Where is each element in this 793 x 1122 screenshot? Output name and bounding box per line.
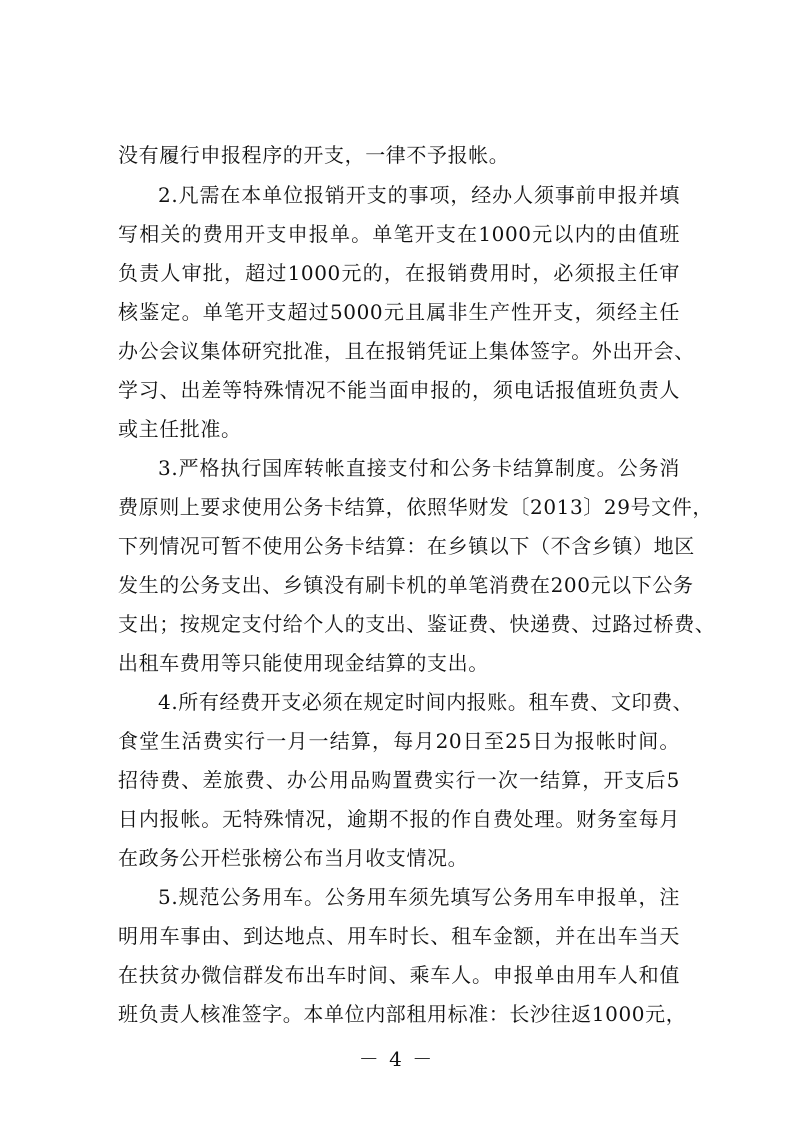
text-line: 在扶贫办微信群发布出车时间、乘车人。申报单由用车人和值 (118, 963, 680, 987)
text-line: 负责人审批，超过1000元的，在报销费用时，必须报主任审 (118, 261, 680, 285)
text-line: 班负责人核准签字。本单位内部租用标准：长沙往返1000元， (118, 1002, 687, 1026)
text-line: 出租车费用等只能使用现金结算的支出。 (118, 651, 489, 675)
text-line: 核鉴定。单笔开支超过5000元且属非生产性开支，须经主任 (118, 300, 680, 324)
text-line: 写相关的费用开支申报单。单笔开支在1000元以内的由值班 (118, 222, 680, 246)
text-line: 发生的公务支出、乡镇没有刷卡机的单笔消费在200元以下公务 (118, 573, 694, 597)
text-line: 学习、出差等特殊情况不能当面申报的，须电话报值班负责人 (118, 378, 680, 402)
text-line: 没有履行申报程序的开支，一律不予报帐。 (118, 143, 510, 167)
text-line: 明用车事由、到达地点、用车时长、租车金额，并在出车当天 (118, 924, 680, 948)
text-line: 下列情况可暂不使用公务卡结算：在乡镇以下（不含乡镇）地区 (118, 534, 695, 558)
text-line: 办公会议集体研究批准，且在报销凭证上集体签字。外出开会、 (118, 339, 695, 363)
text-line: 5.规范公务用车。公务用车须先填写公务用车申报单，注 (158, 885, 680, 909)
text-line: 食堂生活费实行一月一结算，每月20日至25日为报帐时间。 (118, 729, 680, 753)
text-line: 2.凡需在本单位报销开支的事项，经办人须事前申报并填 (158, 183, 680, 207)
text-line: 或主任批准。 (118, 417, 242, 441)
text-line: 招待费、差旅费、办公用品购置费实行一次一结算，开支后5 (118, 768, 680, 792)
text-line: 3.严格执行国库转帐直接支付和公务卡结算制度。公务消 (158, 456, 680, 480)
text-line: 在政务公开栏张榜公布当月收支情况。 (118, 846, 469, 870)
text-line: 日内报帐。无特殊情况，逾期不报的作自费处理。财务室每月 (118, 807, 680, 831)
page-number: － 4 － (358, 1047, 435, 1071)
text-line: 支出；按规定支付给个人的支出、鉴证费、快递费、过路过桥费、 (118, 612, 716, 636)
text-line: 费原则上要求使用公务卡结算，依照华财发〔2013〕29号文件， (118, 495, 713, 519)
text-line: 4.所有经费开支必须在规定时间内报账。租车费、文印费、 (158, 690, 694, 714)
